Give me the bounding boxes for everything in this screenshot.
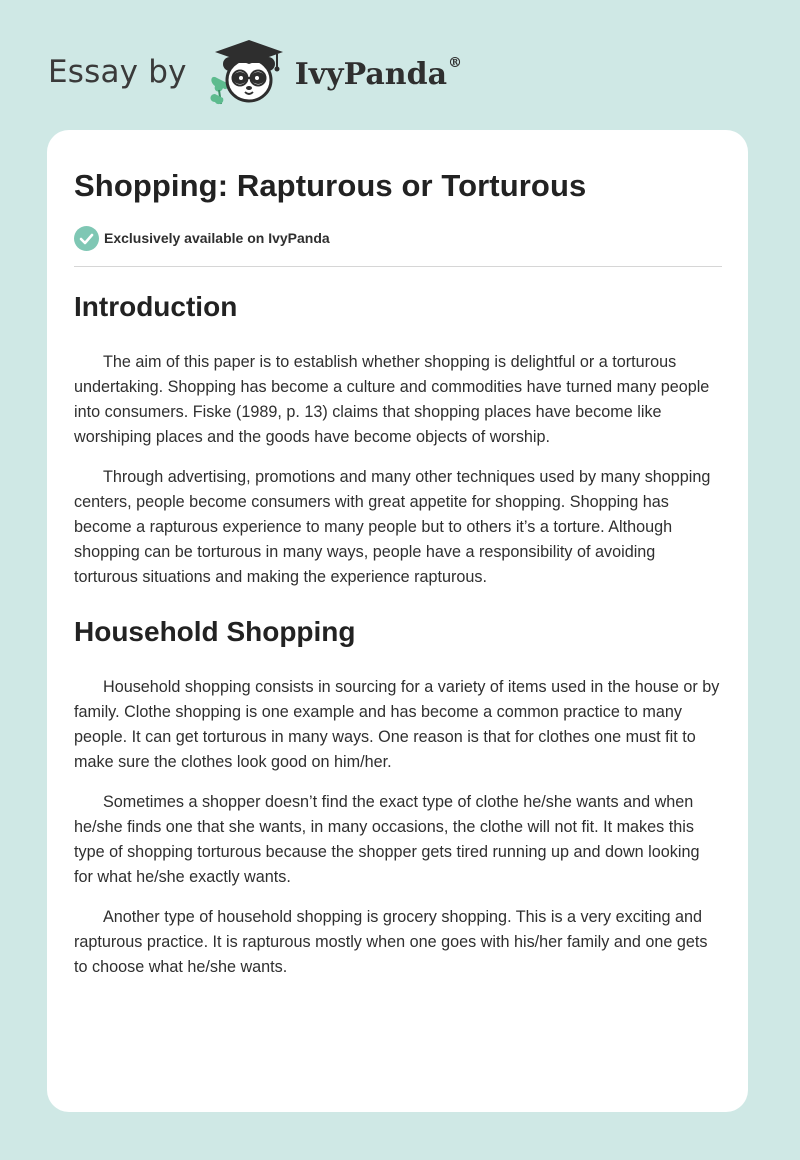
title-divider (74, 266, 722, 267)
section-introduction (74, 350, 722, 590)
brand-name: IvyPanda® (294, 54, 463, 92)
page-title: Shopping: Rapturous or Torturous (74, 168, 587, 203)
essay-card (47, 130, 748, 1112)
paragraph: Through advertising, promotions and many other techniques used by many shopping centers, people become consumers with great appetite for shopping. Shopping has become a rapturous experience to many people but to others it’s a torture. Although shopping can be torturous in many ways, people have a responsibility of avoiding torturous situations and making the experience rapturous. (74, 468, 711, 586)
section-household-shopping (74, 675, 722, 980)
panda-graduate-icon (203, 34, 289, 106)
paragraph: Another type of household shopping is grocery shopping. This is a very exciting and rapturous practice. It is rapturous mostly when one goes with his/her family and one gets to choose what he/she wants. (74, 908, 708, 976)
check-circle-icon (74, 226, 99, 251)
paragraph: Sometimes a shopper doesn’t find the exact type of clothe he/she wants and when he/she finds one that she wants, in many occasions, the clothe will not fit. It makes this type of shopping torturous because the shopper gets tired running up and down looking for what he/she exactly wants. (74, 793, 700, 886)
paragraph: Household shopping consists in sourcing for a variety of items used in the house or by family. Clothe shopping is one example and has become a common practice to many people. It can get torturous in many ways. One reason is that for clothes one must fit to make sure the clothes look good on him/her. (74, 678, 720, 771)
section-heading-household-shopping: Household Shopping (74, 616, 356, 647)
registered-mark: ® (448, 54, 463, 71)
section-heading-introduction: Introduction (74, 291, 238, 322)
exclusive-label: Exclusively available on IvyPanda (104, 230, 330, 246)
essay-by-label: Essay by (48, 54, 187, 90)
paragraph: The aim of this paper is to establish whether shopping is delightful or a torturous undertaking. Shopping has become a culture and commodities have turned many people into consumers. Fiske (1989, p. 13) claims that shopping places have become like worshiping places and the goods have become objects of worship. (74, 353, 710, 446)
exclusive-badge (74, 225, 722, 251)
site-logo[interactable] (48, 34, 462, 106)
